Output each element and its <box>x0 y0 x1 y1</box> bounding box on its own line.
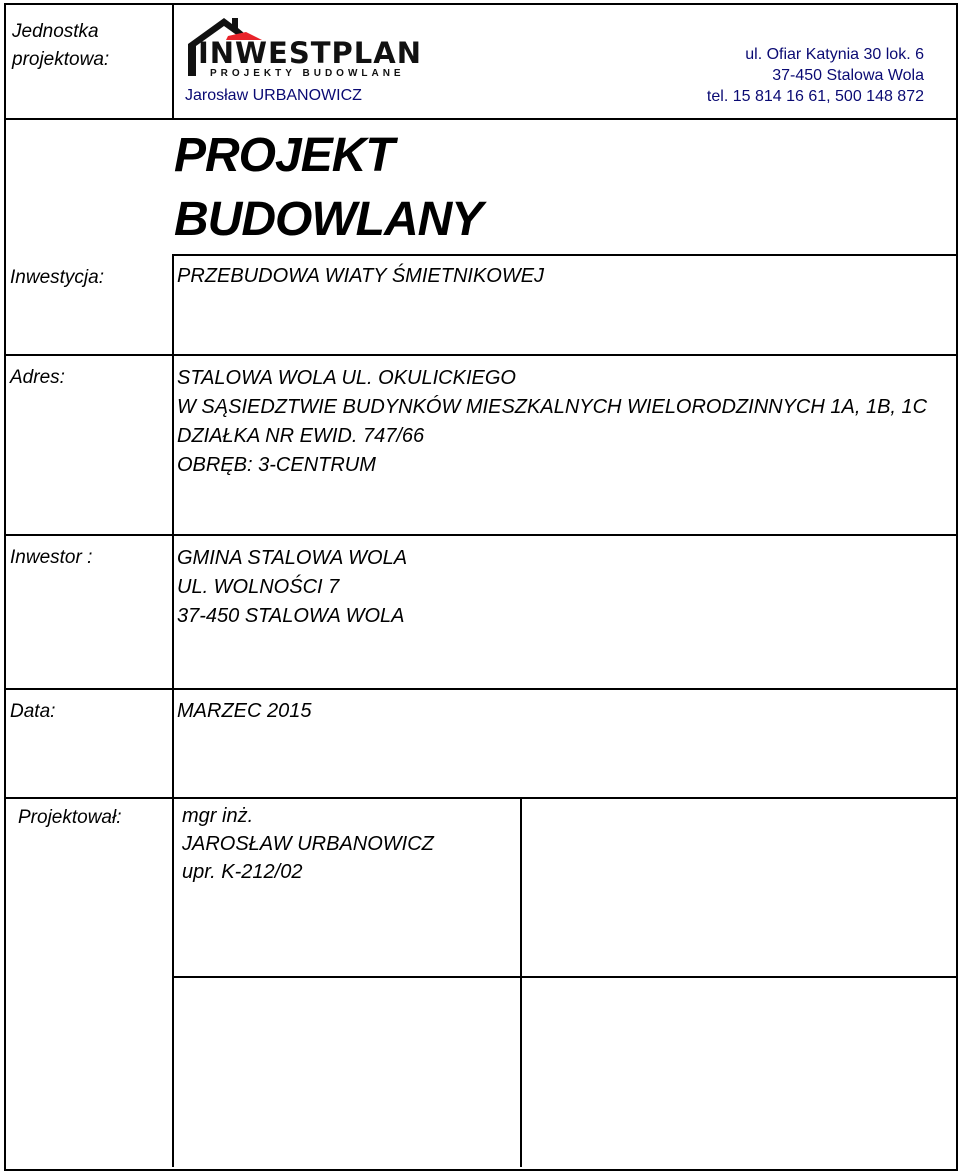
date-left-border <box>172 688 174 798</box>
address-label: Adres: <box>10 367 65 388</box>
investor-value <box>177 544 407 631</box>
designer-top-border <box>4 797 958 799</box>
designer-label: Projektował: <box>18 807 122 828</box>
designer-col1-border <box>172 797 174 1167</box>
signature-divider <box>172 976 958 978</box>
address-line-4: OBRĘB: 3-CENTRUM <box>177 454 376 476</box>
address-value <box>177 364 927 480</box>
designer-value <box>182 802 434 886</box>
header-author: Jarosław URBANOWICZ <box>185 87 362 104</box>
designer-line-1: mgr inż. <box>182 805 254 827</box>
investment-top-border <box>172 254 956 256</box>
address-line-1: STALOWA WOLA UL. OKULICKIEGO <box>177 367 516 389</box>
investor-line-3: 37-450 STALOWA WOLA <box>177 605 405 627</box>
logo-tagline: PROJEKTY BUDOWLANE <box>210 68 405 79</box>
design-unit-label-line1: Jednostka <box>12 21 99 42</box>
design-unit-label-line2: projektowa: <box>12 49 110 70</box>
document-title-line1: PROJEKT <box>174 129 394 182</box>
contact-block <box>707 44 924 107</box>
address-line-3: DZIAŁKA NR EWID. 747/66 <box>177 425 425 447</box>
designer-col2-border <box>520 797 522 1167</box>
address-left-border <box>172 354 174 536</box>
date-top-border <box>4 688 958 690</box>
header-divider <box>4 118 958 120</box>
contact-address-line2: 37-450 Stalowa Wola <box>772 67 924 84</box>
page-border <box>4 3 958 1171</box>
contact-address-line1: ul. Ofiar Katynia 30 lok. 6 <box>745 46 924 63</box>
date-label: Data: <box>10 701 56 722</box>
investor-line-1: GMINA STALOWA WOLA <box>177 547 408 569</box>
date-value: MARZEC 2015 <box>177 700 312 722</box>
designer-line-3: upr. K-212/02 <box>182 861 303 883</box>
investment-label: Inwestycja: <box>10 267 104 288</box>
investor-left-border <box>172 534 174 690</box>
address-line-2: W SĄSIEDZTWIE BUDYNKÓW MIESZKALNYCH WIELORODZINNYCH 1A, 1B, 1C <box>177 396 928 418</box>
logo-brand: INWESTPLAN <box>198 36 422 70</box>
header-column-divider <box>172 3 174 119</box>
contact-phone: tel. 15 814 16 61, 500 148 872 <box>706 88 924 105</box>
design-unit-label <box>12 18 109 74</box>
investment-value: PRZEBUDOWA WIATY ŚMIETNIKOWEJ <box>177 265 545 287</box>
address-top-border <box>4 354 958 356</box>
investor-label: Inwestor : <box>10 547 93 568</box>
document-title-line2: BUDOWLANY <box>174 193 483 246</box>
designer-line-2: JAROSŁAW URBANOWICZ <box>182 833 434 855</box>
investment-left-border <box>172 254 174 356</box>
investor-top-border <box>4 534 958 536</box>
investor-line-2: UL. WOLNOŚCI 7 <box>177 576 340 598</box>
